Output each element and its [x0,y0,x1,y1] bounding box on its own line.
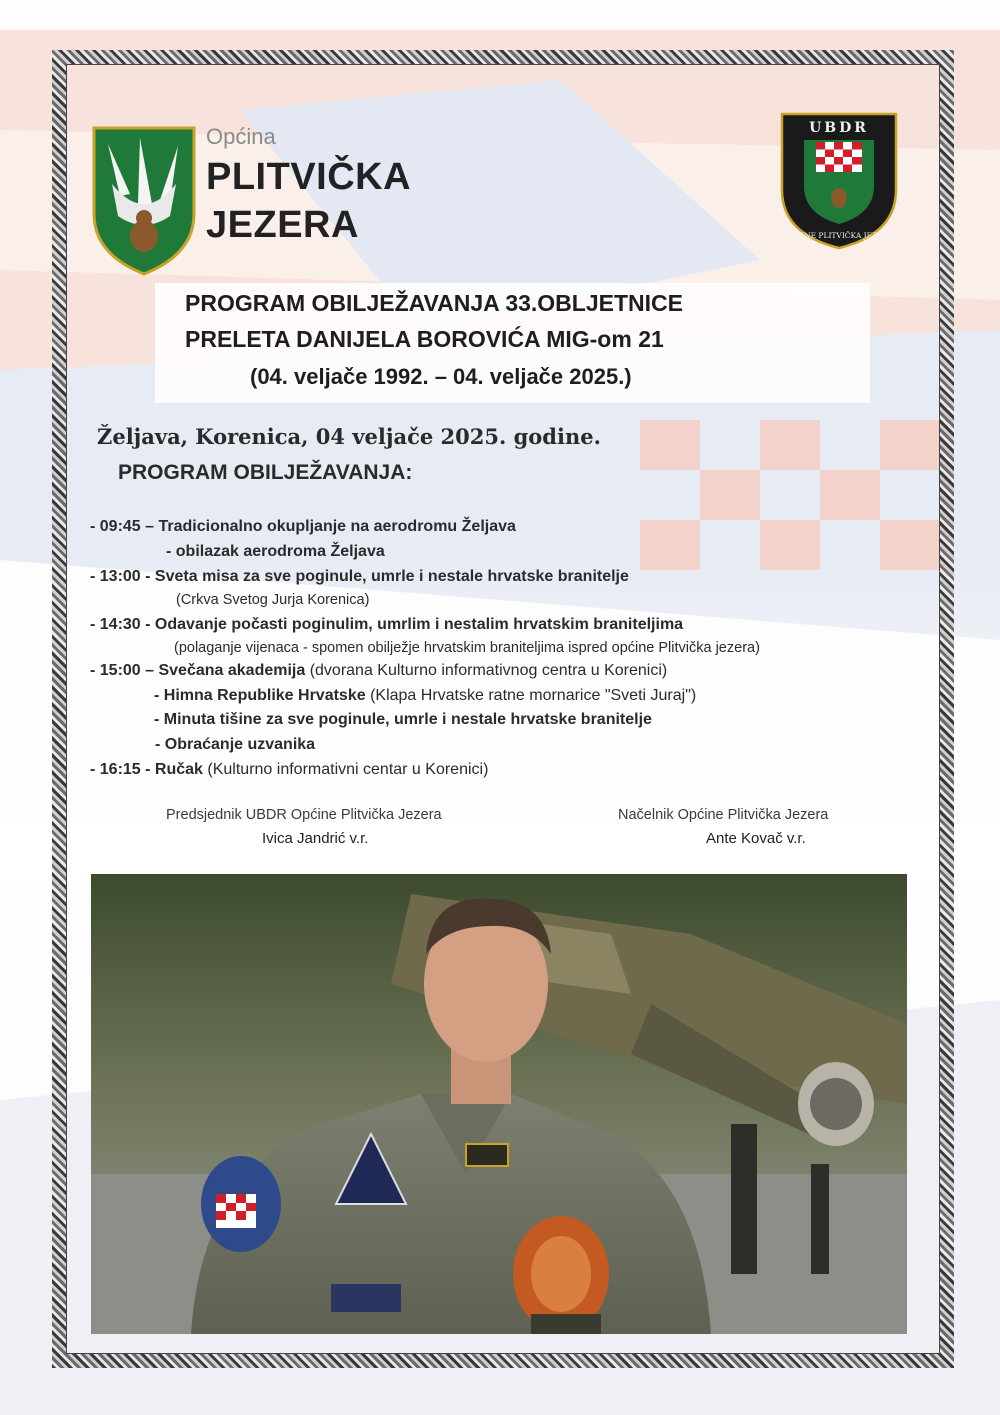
signature-left-name: Ivica Jandrić v.r. [262,830,369,847]
ubdr-shield-icon [778,110,900,250]
signature-left-role: Predsjednik UBDR Općine Plitvička Jezera [166,807,442,823]
place-date: Željava, Korenica, 04 veljače 2025. godine. [97,424,601,449]
program-item: - 09:45 – Tradicionalno okupljanje na aerodromu Željava [90,518,516,535]
signature-right-role: Načelnik Općine Plitvička Jezera [618,807,829,823]
pilot-photo [91,874,907,1334]
program-item: - 15:00 – Svečana akademija (dvorana Kulturno informativnog centra u Korenici) [90,662,668,679]
program-item: - Minuta tišine za sve poginule, umrle i nestale hrvatske branitelje [154,711,652,728]
program-heading: PROGRAM OBILJEŽAVANJA: [118,461,413,484]
signature-right-name: Ante Kovač v.r. [706,830,806,847]
logo-prefix: Općina [206,124,276,149]
program-item: - obilazak aerodroma Željava [166,543,385,560]
program-item: - Himna Republike Hrvatske (Klapa Hrvatske ratne mornarice "Sveti Juraj") [154,687,697,704]
program-item: - Obraćanje uzvanika [155,736,316,753]
program-item: - 14:30 - Odavanje počasti poginulim, umrlim i nestalim hrvatskim braniteljima [90,616,684,633]
program-item: - 13:00 - Sveta misa za sve poginule, umrle i nestale hrvatske branitelje [90,568,629,585]
logo-name-line2: JEZERA [206,204,359,246]
pilot-photo-illustration [91,874,907,1334]
coat-of-arms-icon [90,124,198,276]
program-item: - 16:15 - Ručak (Kulturno informativni centar u Korenici) [90,761,489,778]
title-line2: PRELETA DANIJELA BOROVIĆA MIG-om 21 [185,326,664,352]
badge-top-text: UBDR [809,120,869,136]
title-dates: (04. veljače 1992. – 04. veljače 2025.) [250,364,632,389]
program-note: (polaganje vijenaca - spomen obilježje hrvatskim braniteljima ispred općine Plitvička jezera) [174,640,760,656]
program-note: (Crkva Svetog Jurja Korenica) [176,592,370,608]
ubdr-badge [778,110,900,250]
title-line1: PROGRAM OBILJEŽAVANJA 33.OBLJETNICE [185,290,683,316]
municipality-logo [90,124,412,279]
badge-ring-text: OPĆINE PLITVIČKA JEZERA [784,231,894,240]
logo-name-line1: PLITVIČKA [206,156,412,198]
